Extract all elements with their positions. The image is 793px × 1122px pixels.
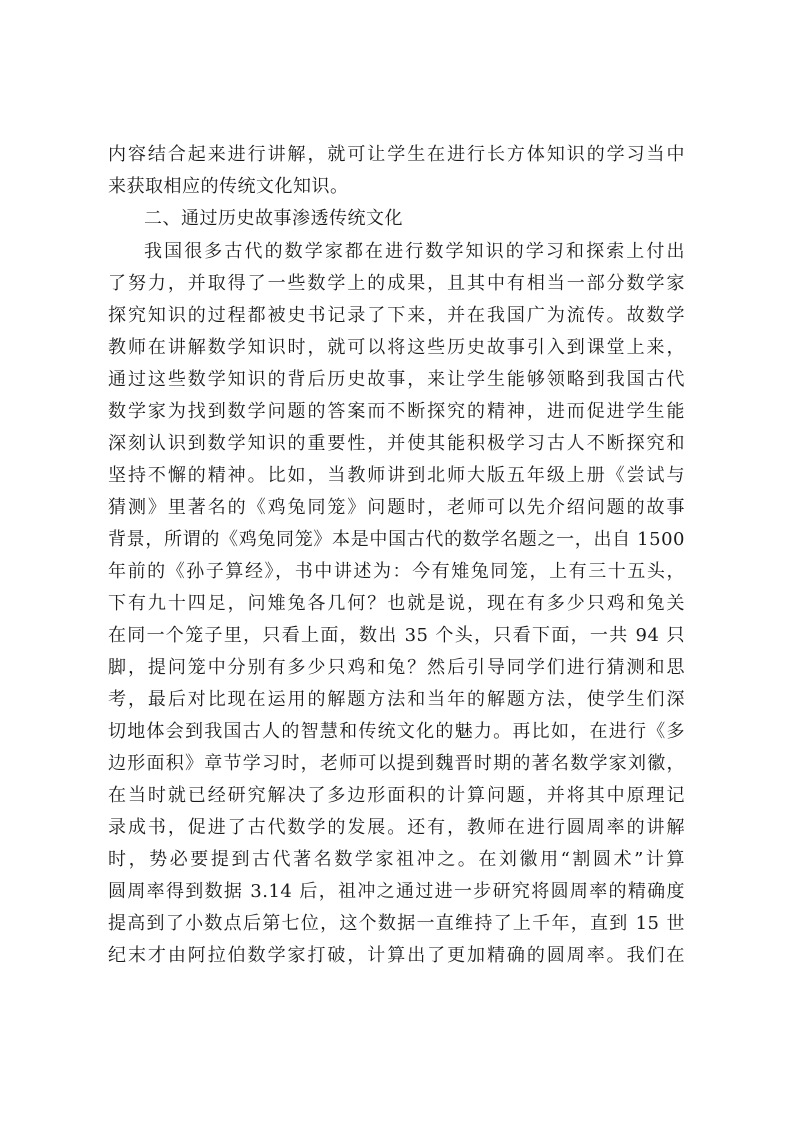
paragraph-line: 录成书，促进了古代数学的发展。还有，教师在进行圆周率的讲解 xyxy=(108,817,685,838)
section-heading: 二、通过历史故事渗透传统文化 xyxy=(144,208,403,229)
paragraph-line: 圆周率得到数据 3.14 后，祖冲之通过进一步研究将圆周率的精确度 xyxy=(108,881,685,902)
paragraph-line: 教师在讲解数学知识时，就可以将这些历史故事引入到课堂上来， xyxy=(108,337,685,358)
paragraph-line: 考，最后对比现在运用的解题方法和当年的解题方法，使学生们深 xyxy=(108,689,685,710)
paragraph-line: 数学家为找到数学问题的答案而不断探究的精神，进而促进学生能 xyxy=(108,401,685,422)
paragraph-line: 时，势必要提到古代著名数学家祖冲之。在刘徽用“割圆术”计算 xyxy=(108,849,685,870)
paragraph-line: 脚，提问笼中分别有多少只鸡和兔？然后引导同学们进行猜测和思 xyxy=(108,657,685,678)
paragraph-line: 下有九十四足，问雉兔各几何？也就是说，现在有多少只鸡和兔关 xyxy=(108,593,685,614)
paragraph-line: 了努力，并取得了一些数学上的成果，且其中有相当一部分数学家 xyxy=(108,273,685,294)
paragraph-line: 探究知识的过程都被史书记录了下来，并在我国广为流传。故数学 xyxy=(108,305,685,326)
paragraph-line: 背景，所谓的《鸡兔同笼》本是中国古代的数学名题之一，出自 1500 xyxy=(108,529,685,550)
paragraph-line: 坚持不懈的精神。比如，当教师讲到北师大版五年级上册《尝试与 xyxy=(108,465,685,486)
paragraph-line: 在同一个笼子里，只看上面，数出 35 个头，只看下面，一共 94 只 xyxy=(108,625,685,646)
paragraph-line: 来获取相应的传统文化知识。 xyxy=(108,176,349,197)
paragraph-line: 纪末才由阿拉伯数学家打破，计算出了更加精确的圆周率。我们在 xyxy=(108,945,685,966)
paragraph-line: 边形面积》章节学习时，老师可以提到魏晋时期的著名数学家刘徽， xyxy=(108,753,685,774)
paragraph-line: 内容结合起来进行讲解，就可让学生在进行长方体知识的学习当中 xyxy=(108,144,685,165)
paragraph-line: 猜测》里著名的《鸡兔同笼》问题时，老师可以先介绍问题的故事 xyxy=(108,497,685,518)
paragraph-line: 深刻认识到数学知识的重要性，并使其能积极学习古人不断探究和 xyxy=(108,433,685,454)
paragraph-line: 通过这些数学知识的背后历史故事，来让学生能够领略到我国古代 xyxy=(108,369,685,390)
paragraph-line: 提高到了小数点后第七位，这个数据一直维持了上千年，直到 15 世 xyxy=(108,913,685,934)
paragraph-line: 年前的《孙子算经》，书中讲述为：今有雉兔同笼，上有三十五头， xyxy=(108,561,685,582)
paragraph-line: 我国很多古代的数学家都在进行数学知识的学习和探索上付出 xyxy=(144,241,685,262)
paragraph-line: 在当时就已经研究解决了多边形面积的计算问题，并将其中原理记 xyxy=(108,785,685,806)
paragraph-line: 切地体会到我国古人的智慧和传统文化的魅力。再比如，在进行《多 xyxy=(108,721,685,742)
